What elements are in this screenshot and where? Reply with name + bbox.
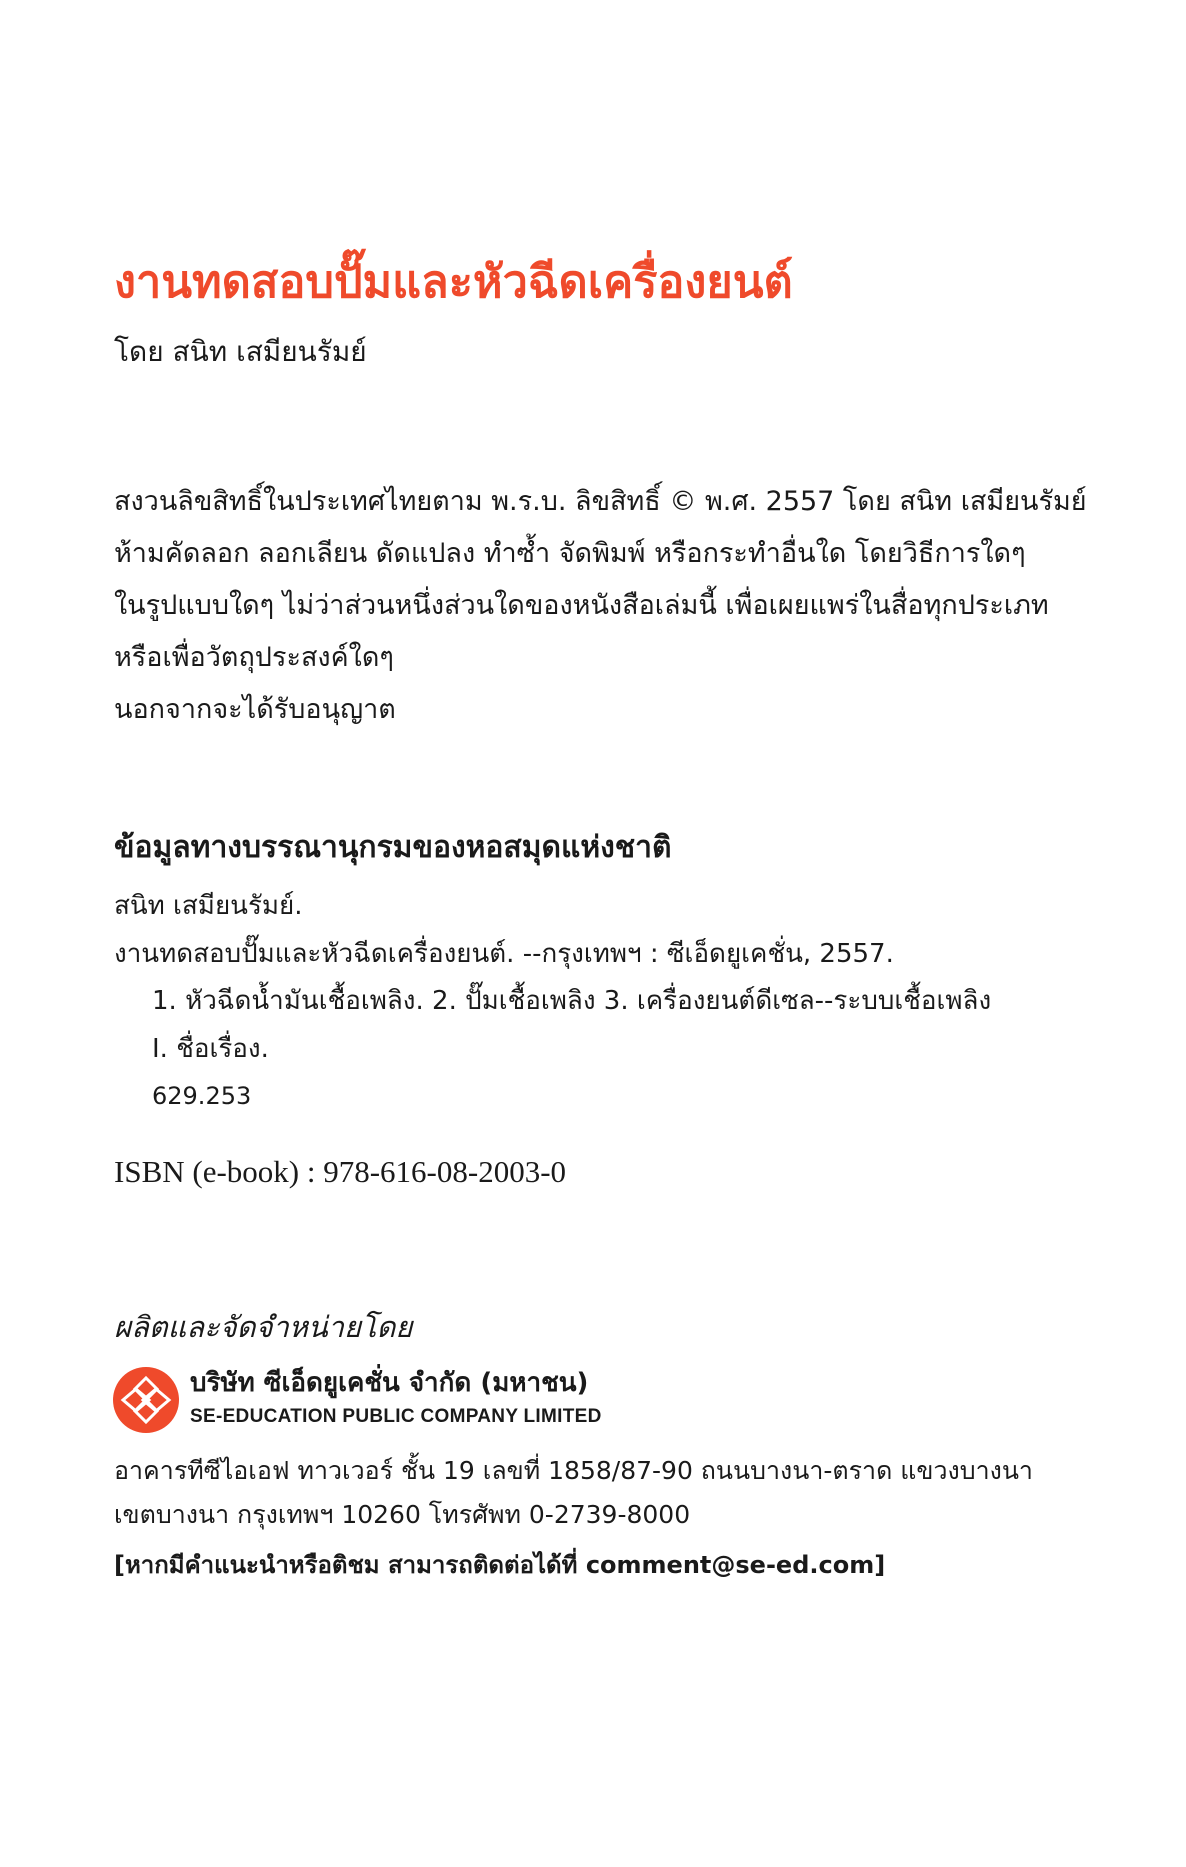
producer-label: ผลิตและจัดจำหน่ายโดย [114, 1310, 413, 1344]
author-line: โดย สนิท เสมียนรัมย์ [114, 335, 367, 368]
company-name-english: SE-EDUCATION PUBLIC COMPANY LIMITED [190, 1406, 602, 1427]
copyright-notice [114, 476, 1087, 736]
company-name-thai: บริษัท ซีเอ็ดยูเคชั่น จำกัด (มหาชน) [190, 1368, 589, 1398]
copyright-line: สงวนลิขสิทธิ์ในประเทศไทยตาม พ.ร.บ. ลิขสิทธิ์ © พ.ศ. 2557 โดย สนิท เสมียนรัมย์ [114, 486, 1087, 517]
copyright-line: นอกจากจะได้รับอนุญาต [114, 694, 396, 725]
copyright-line: ในรูปแบบใดๆ ไม่ว่าส่วนหนึ่งส่วนใดของหนังสือเล่มนี้ เพื่อเผยแพร่ในสื่อทุกประเภท [114, 590, 1049, 621]
address-line: อาคารทีซีไอเอฟ ทาวเวอร์ ชั้น 19 เลขที่ 1858/87-90 ถนนบางนา-ตราด แขวงบางนา [114, 1456, 1033, 1485]
address-line: เขตบางนา กรุงเทพฯ 10260 โทรศัพท 0-2739-8000 [114, 1500, 691, 1529]
catalog-heading: ข้อมูลทางบรรณานุกรมของหอสมุดแห่งชาติ [114, 830, 672, 865]
catalog-title-entry: I. ชื่อเรื่อง. [152, 1034, 269, 1064]
company-address [114, 1449, 1033, 1537]
catalog-subjects: 1. หัวฉีดน้ำมันเชื้อเพลิง. 2. ปั๊มเชื้อเพลิง 3. เครื่องยนต์ดีเซล--ระบบเชื้อเพลิง [152, 986, 992, 1016]
copyright-line: ห้ามคัดลอก ลอกเลียน ดัดแปลง ทำซ้ำ จัดพิมพ์ หรือกระทำอื่นใด โดยวิธีการใดๆ [114, 538, 1026, 569]
se-ed-logo-icon [113, 1367, 179, 1433]
book-title: งานทดสอบปั๊มและหัวฉีดเครื่องยนต์ [114, 255, 793, 308]
contact-note: [หากมีคำแนะนำหรือติชม สามารถติดต่อได้ที่ comment@se-ed.com] [114, 1551, 886, 1579]
copyright-line: หรือเพื่อวัตถุประสงค์ใดๆ [114, 642, 394, 673]
catalog-book: งานทดสอบปั๊มและหัวฉีดเครื่องยนต์. --กรุงเทพฯ : ซีเอ็ดยูเคชั่น, 2557. [114, 939, 894, 969]
isbn: ISBN (e-book) : 978-616-08-2003-0 [114, 1154, 567, 1189]
catalog-author: สนิท เสมียนรัมย์. [114, 891, 303, 921]
catalog-classification: 629.253 [152, 1082, 252, 1110]
